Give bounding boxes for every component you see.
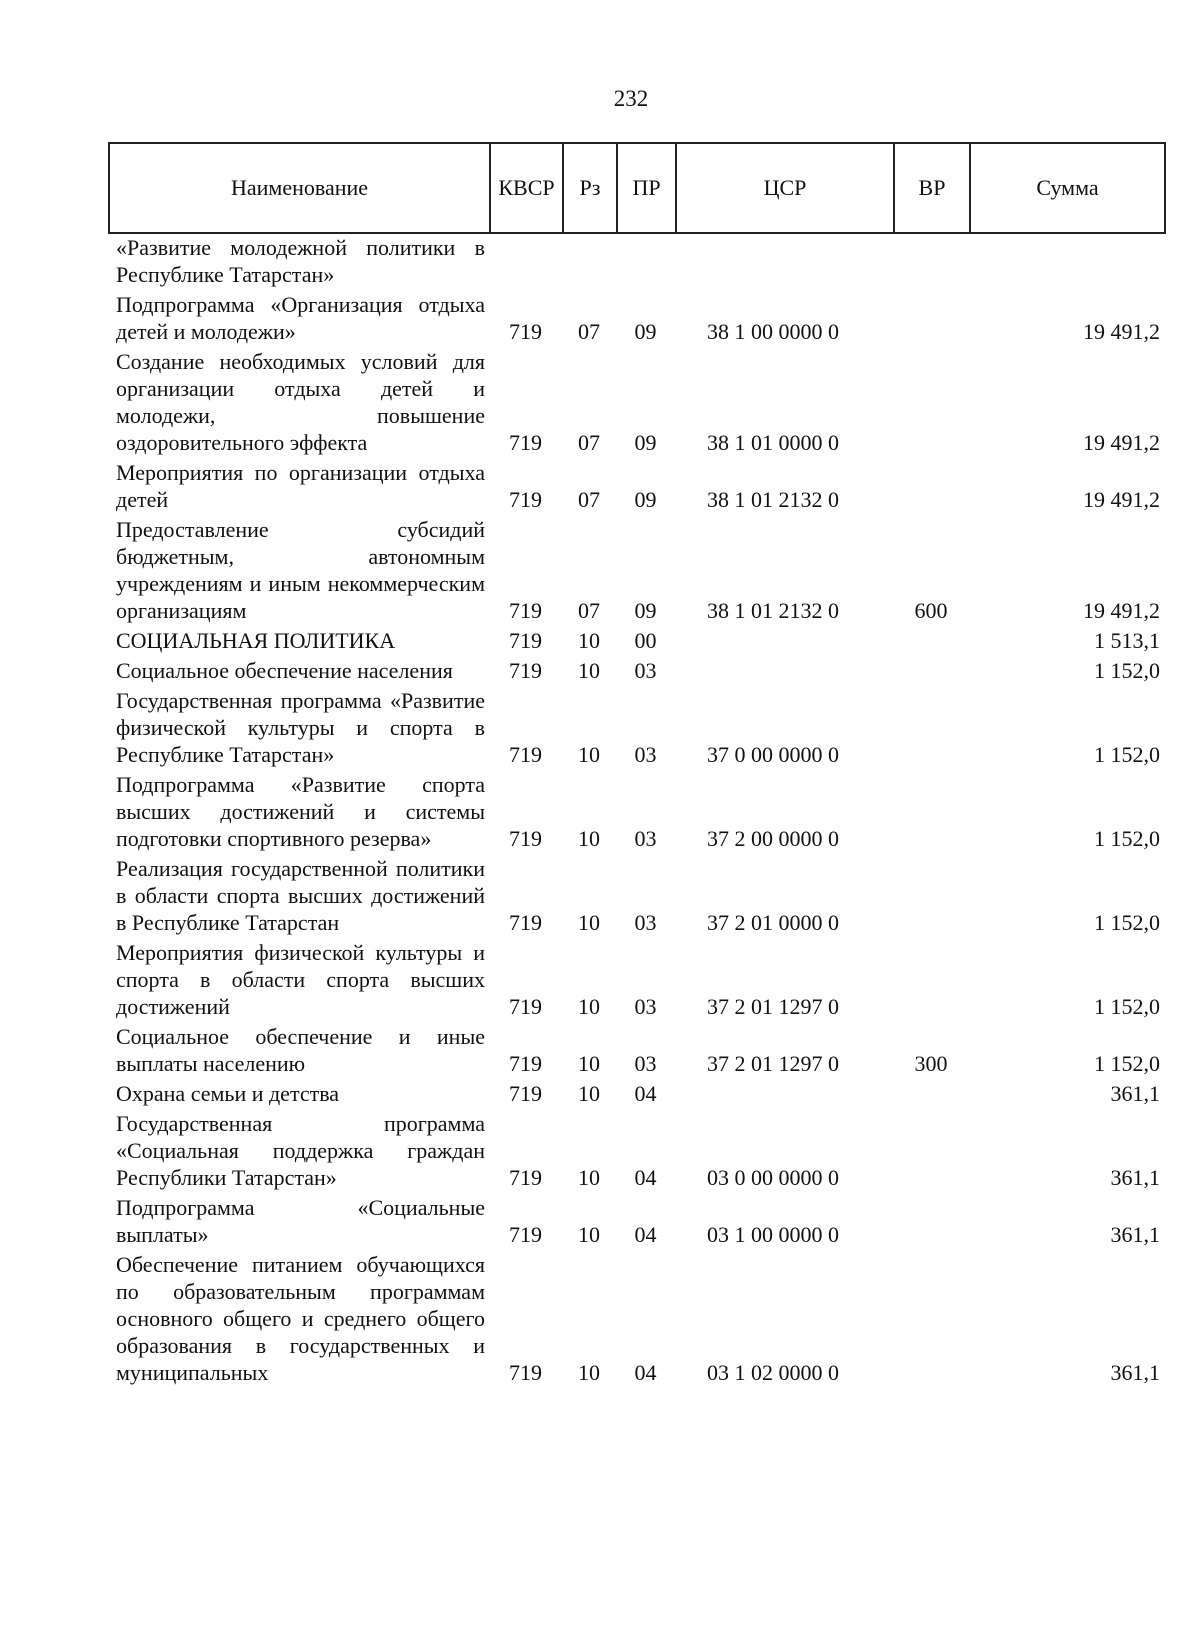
row-rz: 10 [578, 658, 600, 683]
row-pr: 03 [634, 1051, 657, 1076]
row-kvsr: 719 [509, 1165, 542, 1190]
row-rz: 10 [578, 994, 600, 1019]
row-kvsr: 719 [509, 598, 542, 623]
table-row [108, 1080, 1164, 1110]
row-rz: 10 [578, 1165, 600, 1190]
row-rz: 10 [578, 1360, 600, 1385]
row-vr [893, 687, 969, 771]
row-csr: 38 1 01 0000 0 [707, 430, 839, 455]
row-sum [969, 234, 1164, 291]
row-vr: 300 [914, 1051, 948, 1076]
table-body [108, 234, 1164, 1389]
row-pr: 09 [634, 598, 657, 623]
table-row [108, 1023, 1164, 1080]
table-row [108, 939, 1164, 1023]
row-pr: 03 [634, 910, 657, 935]
table-row [108, 627, 1164, 657]
row-sum: 1 152,0 [1094, 994, 1160, 1019]
row-vr [893, 1251, 969, 1389]
row-name: «Развитие молодежной политики в Республике Татарстан» [116, 235, 485, 287]
row-kvsr: 719 [509, 1222, 542, 1247]
row-rz [562, 234, 616, 291]
row-sum: 1 513,1 [1094, 628, 1160, 653]
table-header [108, 142, 1166, 234]
row-csr: 37 2 00 0000 0 [707, 826, 839, 851]
header-vr: ВР [894, 143, 970, 233]
row-name: Мероприятия по организации отдыха детей [116, 460, 485, 512]
row-csr [675, 627, 893, 657]
row-name: Государственная программа «Развитие физической культуры и спорта в Республике Татарстан» [116, 688, 485, 767]
row-pr: 09 [634, 487, 657, 512]
row-csr: 38 1 01 2132 0 [707, 598, 839, 623]
table-row [108, 1194, 1164, 1251]
row-kvsr: 719 [509, 1051, 542, 1076]
row-csr: 37 2 01 0000 0 [707, 910, 839, 935]
row-csr: 37 2 01 1297 0 [707, 1051, 839, 1076]
table-row [108, 855, 1164, 939]
row-kvsr: 719 [509, 1360, 542, 1385]
row-vr [893, 1110, 969, 1194]
row-csr [675, 657, 893, 687]
row-name: Обеспечение питанием обучающихся по образовательным программам основного общего и среднего общего образования в государственных и муниципальных [116, 1252, 485, 1385]
header-name: Наименование [109, 143, 490, 233]
table-row [108, 348, 1164, 459]
row-pr: 09 [634, 319, 657, 344]
row-rz: 10 [578, 1081, 600, 1106]
row-sum: 1 152,0 [1094, 742, 1160, 767]
row-sum: 361,1 [1110, 1360, 1160, 1385]
row-kvsr: 719 [509, 319, 542, 344]
row-rz: 07 [578, 319, 600, 344]
row-vr [893, 459, 969, 516]
row-sum: 1 152,0 [1094, 1051, 1160, 1076]
row-name: Предоставление субсидий бюджетным, автономным учреждениям и иным некоммерческим организациям [116, 517, 485, 623]
row-pr: 03 [634, 742, 657, 767]
row-vr [893, 1080, 969, 1110]
table-row [108, 234, 1164, 291]
table-row [108, 291, 1164, 348]
row-csr: 03 1 00 0000 0 [707, 1222, 839, 1247]
row-sum: 361,1 [1110, 1165, 1160, 1190]
row-rz: 07 [578, 487, 600, 512]
table-row [108, 1110, 1164, 1194]
header-sum: Сумма [970, 143, 1165, 233]
row-kvsr: 719 [509, 910, 542, 935]
row-vr [893, 855, 969, 939]
row-kvsr: 719 [509, 658, 542, 683]
row-pr: 03 [634, 994, 657, 1019]
row-sum: 19 491,2 [1083, 598, 1160, 623]
table-row [108, 516, 1164, 627]
row-sum: 361,1 [1110, 1222, 1160, 1247]
row-sum: 1 152,0 [1094, 658, 1160, 683]
row-sum: 1 152,0 [1094, 826, 1160, 851]
header-rz: Рз [563, 143, 617, 233]
row-kvsr: 719 [509, 487, 542, 512]
table-row [108, 459, 1164, 516]
row-csr [675, 1080, 893, 1110]
row-vr [893, 627, 969, 657]
row-csr: 37 2 01 1297 0 [707, 994, 839, 1019]
header-kvsr: КВСР [490, 143, 563, 233]
row-pr [616, 234, 675, 291]
row-vr [893, 939, 969, 1023]
row-kvsr: 719 [509, 742, 542, 767]
row-vr [893, 1194, 969, 1251]
row-rz: 10 [578, 826, 600, 851]
row-name: Социальное обеспечение населения [116, 658, 453, 683]
row-kvsr [489, 234, 562, 291]
row-csr: 03 1 02 0000 0 [707, 1360, 839, 1385]
row-name: Мероприятия физической культуры и спорта в области спорта высших достижений [116, 940, 485, 1019]
page-number: 232 [613, 86, 649, 111]
row-vr [893, 348, 969, 459]
row-name: СОЦИАЛЬНАЯ ПОЛИТИКА [116, 628, 396, 653]
row-pr: 03 [634, 658, 657, 683]
row-csr: 38 1 00 0000 0 [707, 319, 839, 344]
row-csr: 37 0 00 0000 0 [707, 742, 839, 767]
row-pr: 04 [634, 1081, 657, 1106]
budget-table [108, 234, 1164, 1389]
row-sum: 1 152,0 [1094, 910, 1160, 935]
row-csr [675, 234, 893, 291]
row-kvsr: 719 [509, 826, 542, 851]
row-kvsr: 719 [509, 1081, 542, 1106]
row-name: Подпрограмма «Развитие спорта высших достижений и системы подготовки спортивного резерва» [116, 772, 485, 851]
table-row [108, 657, 1164, 687]
row-name: Охрана семьи и детства [116, 1081, 340, 1106]
row-rz: 10 [578, 1222, 600, 1247]
row-vr: 600 [914, 598, 948, 623]
row-pr: 03 [634, 826, 657, 851]
row-csr: 38 1 01 2132 0 [707, 487, 839, 512]
row-sum: 361,1 [1110, 1081, 1160, 1106]
row-pr: 04 [634, 1360, 657, 1385]
row-rz: 07 [578, 430, 600, 455]
row-kvsr: 719 [509, 430, 542, 455]
row-rz: 10 [578, 628, 600, 653]
row-name: Реализация государственной политики в области спорта высших достижений в Республике Татарстан [116, 856, 485, 935]
row-name: Подпрограмма «Социальные выплаты» [116, 1195, 485, 1247]
row-rz: 10 [578, 1051, 600, 1076]
row-vr [893, 657, 969, 687]
row-pr: 04 [634, 1222, 657, 1247]
header-pr: ПР [617, 143, 676, 233]
table-row [108, 1251, 1164, 1389]
row-sum: 19 491,2 [1083, 487, 1160, 512]
table-row [108, 771, 1164, 855]
row-kvsr: 719 [509, 628, 542, 653]
row-name: Подпрограмма «Организация отдыха детей и молодежи» [116, 292, 485, 344]
header-csr: ЦСР [676, 143, 894, 233]
row-vr [893, 234, 969, 291]
row-sum: 19 491,2 [1083, 430, 1160, 455]
table-row [108, 687, 1164, 771]
row-pr: 00 [634, 628, 657, 653]
row-rz: 10 [578, 910, 600, 935]
row-csr: 03 0 00 0000 0 [707, 1165, 839, 1190]
row-vr [893, 291, 969, 348]
row-rz: 10 [578, 742, 600, 767]
row-rz: 07 [578, 598, 600, 623]
row-name: Государственная программа «Социальная поддержка граждан Республики Татарстан» [116, 1111, 485, 1190]
row-pr: 09 [634, 430, 657, 455]
row-name: Создание необходимых условий для организации отдыха детей и молодежи, повышение оздоровительного эффекта [116, 349, 485, 455]
row-sum: 19 491,2 [1083, 319, 1160, 344]
row-kvsr: 719 [509, 994, 542, 1019]
row-pr: 04 [634, 1165, 657, 1190]
row-name: Социальное обеспечение и иные выплаты населению [116, 1024, 485, 1076]
row-vr [893, 771, 969, 855]
